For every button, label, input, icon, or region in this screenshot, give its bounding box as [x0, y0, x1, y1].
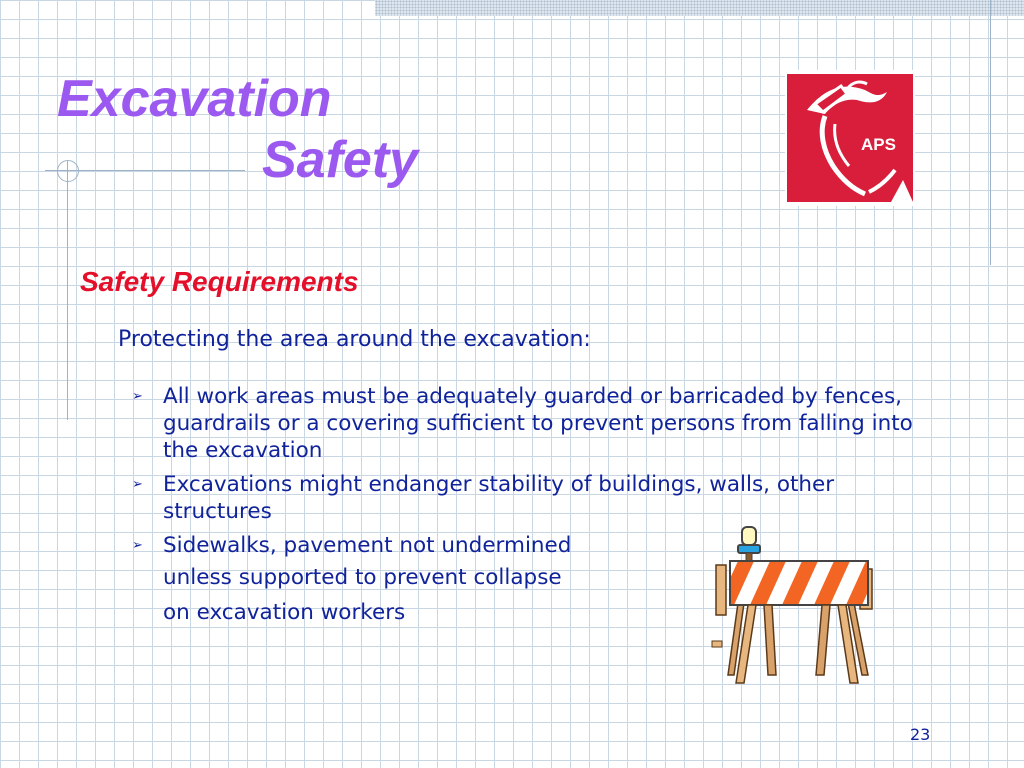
section-subtitle: Safety Requirements: [80, 266, 359, 297]
logo-text: APS: [861, 135, 896, 154]
bullet-continuation-line: on excavation workers: [163, 600, 406, 625]
slide-title-line-1: Excavation: [57, 70, 332, 128]
circle-ornament: [57, 160, 79, 182]
bullet-item: [130, 383, 930, 464]
bullet-continuation-line: unless supported to prevent collapse: [163, 565, 562, 590]
bullet-text: Sidewalks, pavement not undermined: [163, 533, 572, 558]
decorative-vertical-line-left: [67, 160, 68, 420]
bullet-text: All work areas must be adequately guarded or barricaded by fences, guardrails or a covering sufficient to prevent persons from falling into the excavation: [163, 384, 913, 463]
top-pattern-band: [375, 0, 1024, 16]
chevron-right-icon: ➢: [132, 538, 143, 553]
slide-title-line-2: Safety: [262, 131, 419, 189]
intro-text: Protecting the area around the excavation:: [118, 327, 591, 352]
page-number: 23: [910, 725, 931, 744]
chevron-right-icon: ➢: [132, 477, 143, 492]
chevron-right-icon: ➢: [132, 389, 143, 404]
bullet-text: Excavations might endanger stability of buildings, walls, other structures: [163, 472, 835, 524]
barricade-icon: [708, 525, 880, 687]
decorative-vertical-line-right: [990, 0, 991, 265]
aps-logo: [785, 70, 915, 206]
bullet-item: [130, 471, 930, 525]
